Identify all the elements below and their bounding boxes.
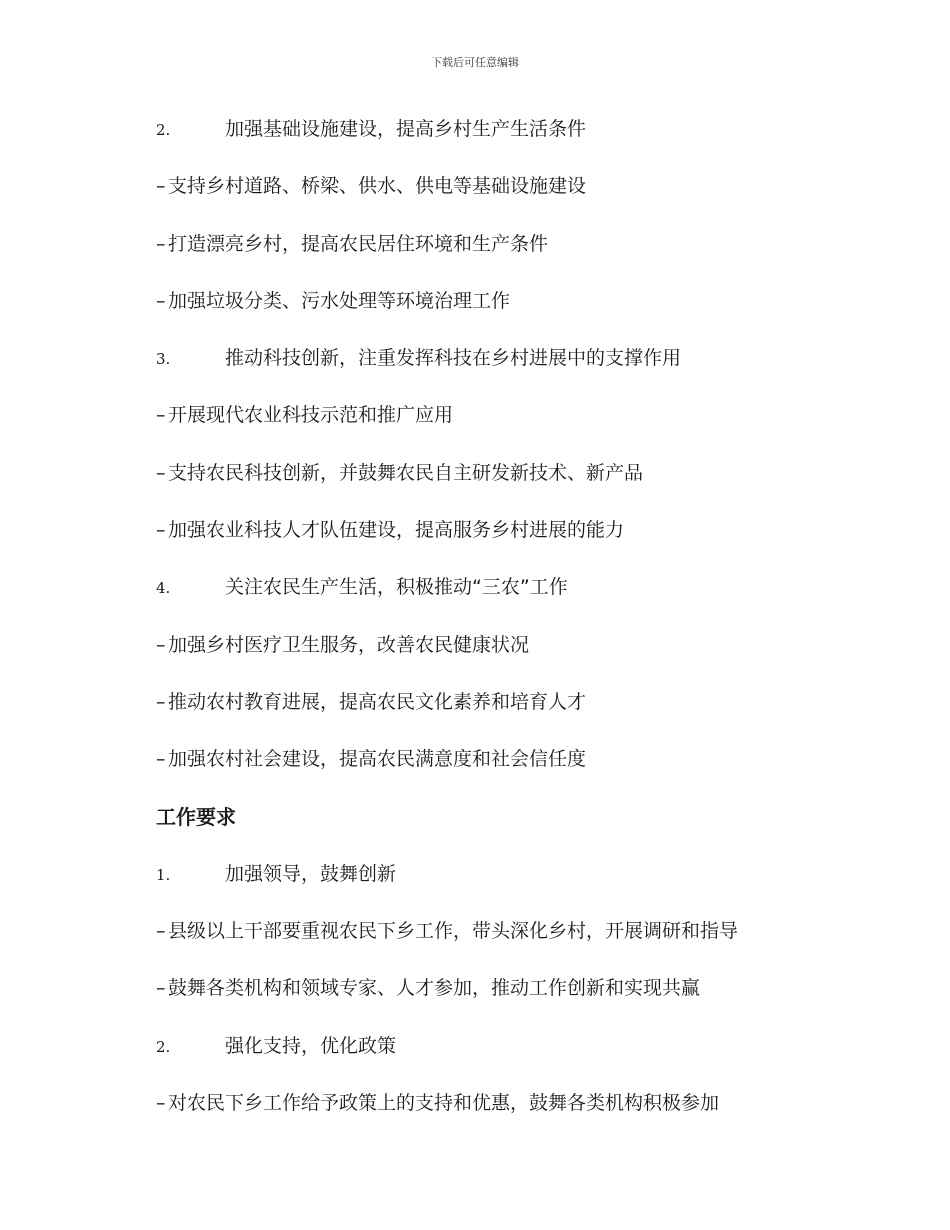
- bullet-dash: –: [156, 175, 166, 198]
- bullet-item: [156, 284, 856, 341]
- bullet-dash: –: [156, 633, 166, 656]
- item-text: 加强基础设施建设，提高乡村生产生活条件: [225, 118, 587, 140]
- item-number: 1.: [156, 865, 171, 884]
- bullet-dash: –: [156, 289, 166, 312]
- page-header: 下载后可任意编辑: [431, 56, 519, 69]
- bullet-item: [156, 398, 856, 455]
- bullet-item: [156, 685, 856, 742]
- bullet-item: [156, 628, 856, 685]
- numbered-item: [156, 341, 856, 398]
- item-text: 打造漂亮乡村，提高农民居住环境和生产条件: [168, 232, 549, 255]
- item-text: 开展现代农业科技示范和推广应用: [168, 404, 454, 427]
- numbered-item: [156, 570, 856, 627]
- numbered-item: [156, 1029, 856, 1086]
- bullet-dash: –: [156, 519, 166, 542]
- item-text: 支持乡村道路、桥梁、供水、供电等基础设施建设: [168, 175, 587, 198]
- bullet-dash: –: [156, 977, 166, 1000]
- numbered-item: [156, 112, 856, 169]
- item-text: 推动科技创新，注重发挥科技在乡村进展中的支撑作用: [225, 347, 682, 370]
- bullet-item: [156, 513, 856, 570]
- item-text: 县级以上干部要重视农民下乡工作，带头深化乡村，开展调研和指导: [168, 920, 739, 943]
- item-text: 强化支持，优化政策: [225, 1034, 397, 1057]
- bullet-dash: –: [156, 404, 166, 427]
- bullet-item: [156, 1086, 856, 1143]
- item-text: 支持农民科技创新，并鼓舞农民自主研发新技术、新产品: [168, 461, 644, 484]
- bullet-item: [156, 742, 856, 799]
- bullet-dash: –: [156, 690, 166, 713]
- bullet-dash: –: [156, 461, 166, 484]
- bullet-item: [156, 914, 856, 971]
- item-text: 鼓舞各类机构和领域专家、人才参加，推动工作创新和实现共赢: [168, 977, 701, 1000]
- bullet-dash: –: [156, 232, 166, 255]
- item-text: 加强乡村医疗卫生服务，改善农民健康状况: [168, 633, 530, 656]
- bullet-item: [156, 971, 856, 1028]
- document-body: [156, 112, 856, 1143]
- item-text: 关注农民生产生活，积极推动“三农”工作: [225, 576, 568, 599]
- item-number: 2.: [156, 1037, 171, 1056]
- bullet-item: [156, 169, 856, 226]
- item-text: 加强领导，鼓舞创新: [225, 862, 397, 885]
- item-number: 2.: [156, 121, 171, 139]
- bullet-dash: –: [156, 748, 166, 771]
- bullet-item: [156, 227, 856, 284]
- item-number: 3.: [156, 350, 171, 369]
- item-number: 4.: [156, 579, 171, 598]
- item-text: 加强垃圾分类、污水处理等环境治理工作: [168, 289, 511, 312]
- bullet-dash: –: [156, 920, 166, 943]
- bullet-dash: –: [156, 1092, 166, 1115]
- section-heading: 工作要求: [156, 804, 236, 829]
- item-text: 对农民下乡工作给予政策上的支持和优惠，鼓舞各类机构积极参加: [168, 1092, 720, 1115]
- item-text: 推动农村教育进展，提高农民文化素养和培育人才: [168, 690, 587, 713]
- item-text: 加强农业科技人才队伍建设，提高服务乡村进展的能力: [168, 519, 625, 542]
- numbered-item: [156, 857, 856, 914]
- bullet-item: [156, 456, 856, 513]
- item-text: 加强农村社会建设，提高农民满意度和社会信任度: [168, 748, 587, 771]
